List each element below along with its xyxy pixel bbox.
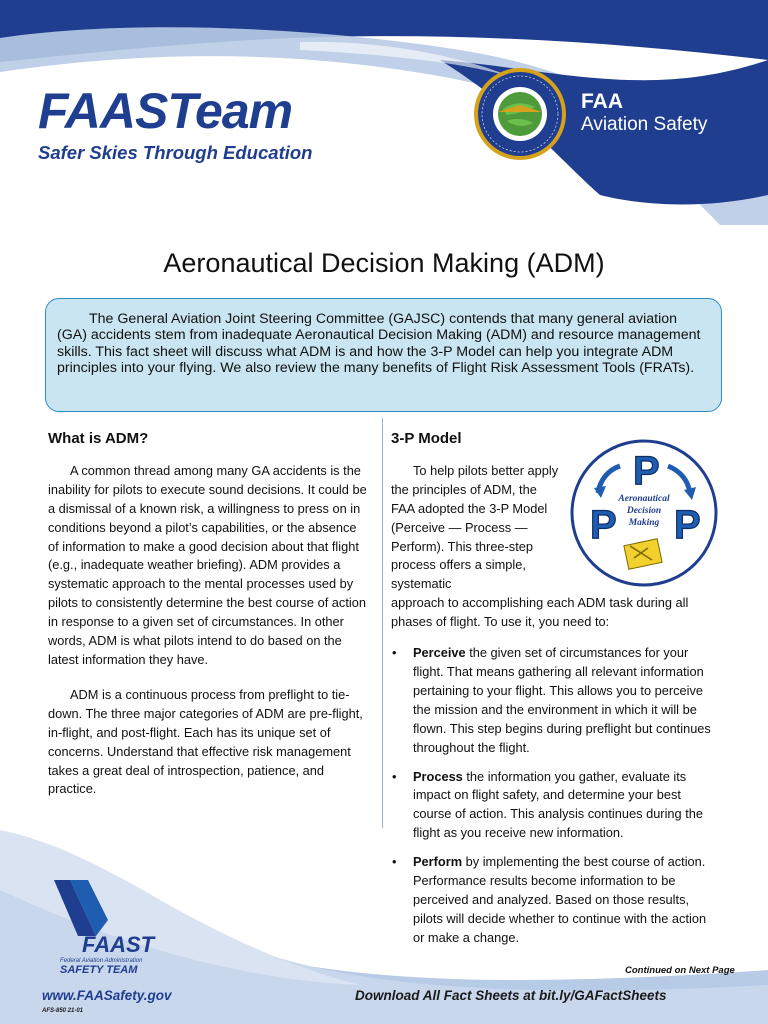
brand-tagline: Safer Skies Through Education [38, 142, 313, 163]
left-column [48, 430, 370, 815]
document-title: Aeronautical Decision Making (ADM) [163, 248, 605, 278]
paragraph-intro-continued: approach to accomplishing each ADM task during all phases of flight. To use it, you need to: [391, 595, 689, 630]
intro-box: The General Aviation Joint Steering Committee (GAJSC) contends that many general aviation (GA) accidents stem from inadequate Aeronautical Decision Making (ADM) and resource management skills. This fact sheet will discuss what ADM is and how the 3-P Model can help you integrate ADM principles into your flying. We also review the many benefits of Flight Risk Assessment Tools (FRATs). [45, 298, 722, 412]
faa-seal-icon [473, 67, 567, 161]
faast-logo-sub1: Federal Aviation Administration [60, 958, 143, 964]
3p-model-diagram-icon [568, 438, 720, 588]
paragraph: ADM is a continuous process from preflight to tie-down. The three major categories of ADM are pre-flight, in-flight, and post-flight. Each has its unique set of concerns. Understand that effective risk management takes a great deal of introspection, patience, and practice. [48, 686, 363, 797]
section-heading-3p-model: 3-P Model [391, 430, 462, 447]
paragraph: A common thread among many GA accidents is the inability for pilots to execute sound decisions. It could be a dismissal of a known risk, a willingness to press on in conditions beyond a pilot’s capabilities, or the absence of information to make a good decision about that flight (e.g., inadequate weather briefing). ADM provides a systematic approach to the mental processes used by pilots to consistently determine the best course of action in response to a given set of circumstances. In other words, ADM is what pilots intend to do based on the latest information they have. [48, 462, 367, 667]
bullet-icon: • [392, 854, 397, 870]
continued-note: Continued on Next Page [625, 965, 735, 976]
diagram-label-line2: Decision [626, 506, 662, 516]
bullet-icon: • [392, 645, 397, 661]
brand-title: FAASTeam [38, 83, 293, 139]
p-letter-left: P [590, 503, 617, 547]
column-divider [382, 418, 383, 828]
step-text: by implementing the best course of action. Performance results become information to be perceived and analyzed. Based on those results, pilots will decide whether to continue with the action or make a change. [413, 854, 707, 945]
faa-aviation-safety-label [581, 90, 707, 136]
faa-label: FAA [581, 90, 623, 113]
step-term: Perceive [413, 645, 466, 661]
p-letter-right: P [674, 503, 701, 547]
step-text: the information you gather, evaluate its impact on flight safety, and determine your best course of action. This analysis continues during the flight as you receive new information. [413, 768, 703, 841]
form-number: AFS-850 21-01 [42, 1008, 84, 1014]
section-heading-what-is-adm: What is ADM? [48, 430, 149, 447]
faast-logo-sub2: SAFETY TEAM [60, 964, 138, 976]
step-term: Perform [413, 854, 463, 870]
diagram-label-line1: Aeronautical [618, 494, 670, 504]
header-banner [0, 0, 768, 225]
download-fact-sheets-link[interactable]: Download All Fact Sheets at bit.ly/GAFactSheets [355, 988, 667, 1003]
faasteam-brand [38, 83, 313, 164]
step-term: Process [413, 768, 463, 784]
p-letter-top: P [633, 449, 660, 493]
paragraph-intro: To help pilots better apply the principles of ADM, the FAA adopted the 3-P Model (Perceive — Process — Perform). This three-step process offers a simple, systematic [391, 462, 559, 592]
website-link[interactable]: www.FAASafety.gov [42, 988, 172, 1003]
faast-safety-team-logo [48, 880, 168, 980]
faast-logo-text: FAAST [82, 932, 155, 957]
bullet-icon: • [392, 768, 397, 784]
step-text: the given set of circumstances for your flight. That means gathering all relevant information pertaining to your flight. This allows you to perceive the mission and the environment in which it will be flown. This step begins during preflight but continues throughout the flight. [413, 645, 711, 755]
diagram-label-line3: Making [628, 518, 660, 528]
aviation-safety-label: Aviation Safety [581, 114, 708, 136]
list-item [391, 644, 716, 757]
